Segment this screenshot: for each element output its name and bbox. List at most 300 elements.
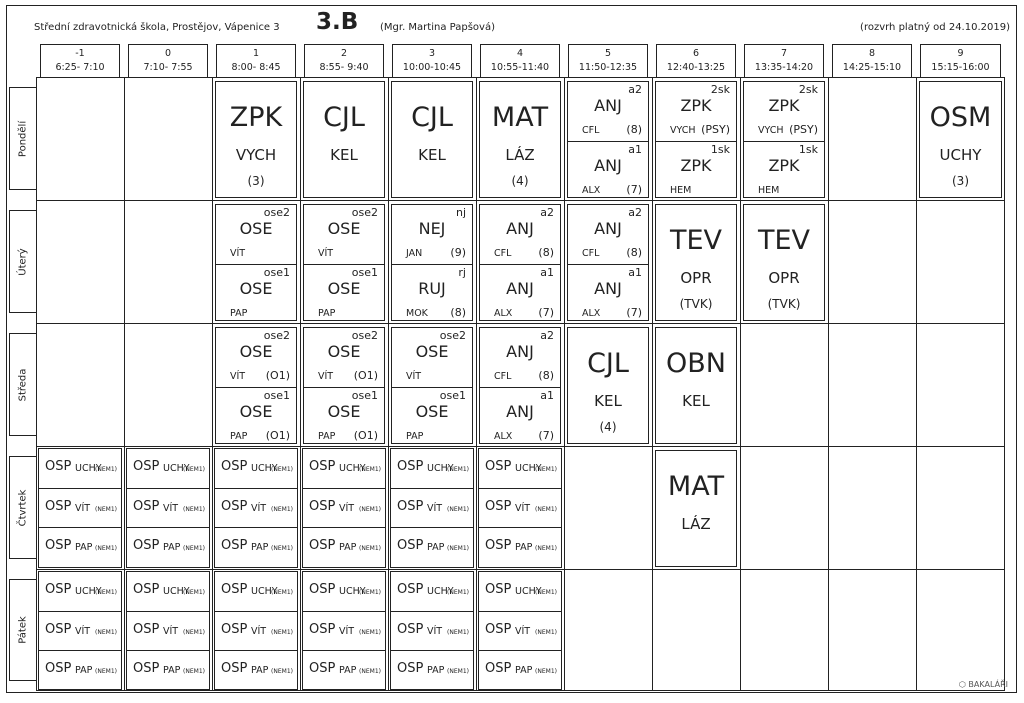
subject-code: OSP	[133, 622, 160, 637]
practice-group-cell[interactable]	[39, 449, 121, 488]
practice-block	[214, 448, 298, 568]
lesson-block-split	[391, 327, 473, 444]
period-number: 0	[164, 48, 172, 59]
subject-code: OSP	[221, 582, 248, 597]
teacher-code: VÍT	[339, 503, 355, 514]
teacher-code: PAP	[318, 308, 336, 319]
group-note: (NEM1)	[447, 506, 469, 513]
teacher-code: PAP	[75, 665, 93, 676]
subject-code: OSP	[397, 622, 424, 637]
group-label: ose2	[351, 329, 378, 342]
subject-code: OSP	[45, 538, 72, 553]
teacher-code: PAP	[163, 665, 181, 676]
subject-code: MAT	[667, 471, 725, 502]
teacher-code: PAP	[230, 308, 248, 319]
practice-group-cell[interactable]	[127, 650, 209, 690]
practice-group-cell[interactable]	[479, 449, 561, 488]
teacher-code: PAP	[163, 542, 181, 553]
lesson-group-cell[interactable]	[568, 205, 648, 264]
room-label: (4)	[511, 174, 529, 188]
lesson-group-cell[interactable]	[656, 141, 736, 201]
group-note: (NEM1)	[359, 506, 381, 513]
day-label	[9, 210, 36, 313]
teacher-code: PAP	[427, 665, 445, 676]
teacher-code: ALX	[582, 308, 601, 319]
period-number: 3	[428, 48, 436, 59]
group-note: (NEM1)	[535, 668, 557, 675]
teacher-code: OPR	[768, 269, 800, 287]
group-note: (NEM1)	[447, 589, 469, 596]
teacher-code: CFL	[494, 248, 512, 259]
practice-group-cell[interactable]	[127, 527, 209, 567]
teacher-code: PAP	[427, 542, 445, 553]
practice-block	[302, 571, 386, 690]
teacher-code: UCHY	[939, 146, 982, 164]
practice-group-cell[interactable]	[391, 611, 473, 651]
teacher-code: UCHY	[163, 463, 190, 474]
subject-code: OSE	[327, 402, 361, 421]
column-divider	[740, 77, 741, 691]
period-number: 9	[957, 48, 964, 59]
lesson-group-cell[interactable]	[304, 387, 384, 447]
subject-code: ANJ	[594, 219, 622, 238]
room-label: (7)	[538, 306, 554, 319]
column-divider	[388, 77, 389, 691]
teacher-code: VÍT	[251, 503, 267, 514]
period-header	[568, 44, 648, 77]
period-header	[480, 44, 560, 77]
period-header	[40, 44, 120, 77]
brand-label: BAKALÁŘI	[968, 680, 1008, 689]
column-divider	[212, 77, 213, 691]
teacher-code: CFL	[582, 125, 600, 136]
practice-group-cell[interactable]	[215, 527, 297, 567]
subject-code: OSP	[45, 582, 72, 597]
room-label: (TVK)	[679, 297, 713, 311]
lesson-group-cell[interactable]	[304, 205, 384, 264]
practice-group-cell[interactable]	[479, 527, 561, 567]
subject-code: OSP	[485, 499, 512, 514]
teacher-code: HEM	[758, 185, 780, 196]
teacher-code: VYCH	[670, 125, 696, 136]
period-header	[832, 44, 912, 77]
day-label	[9, 456, 36, 559]
subject-code: ZPK	[680, 96, 712, 115]
group-note: (NEM1)	[271, 545, 293, 552]
subject-code: CJL	[323, 102, 365, 133]
lesson-group-cell[interactable]	[480, 205, 560, 264]
period-number: -1	[75, 48, 85, 59]
subject-code: OSP	[45, 499, 72, 514]
practice-group-cell[interactable]	[303, 650, 385, 690]
subject-code: OSP	[485, 582, 512, 597]
practice-block	[390, 448, 474, 568]
practice-block	[38, 571, 122, 690]
group-label: a1	[540, 266, 554, 279]
period-time: 6:25- 7:10	[55, 62, 105, 73]
lesson-block[interactable]	[303, 81, 385, 198]
period-time: 7:10- 7:55	[143, 62, 193, 73]
teacher-code: PAP	[251, 542, 269, 553]
teacher-code: KEL	[594, 392, 622, 410]
room-label: (O1)	[353, 369, 378, 382]
period-time: 11:50-12:35	[578, 62, 638, 73]
group-note: (NEM1)	[183, 506, 205, 513]
group-label: ose1	[351, 266, 378, 279]
subject-code: OSP	[485, 622, 512, 637]
lesson-group-cell[interactable]	[568, 141, 648, 201]
teacher-code: VÍT	[318, 371, 334, 382]
subject-code: OSE	[239, 279, 273, 298]
room-label: (8)	[538, 369, 554, 382]
group-note: (NEM1)	[535, 506, 557, 513]
group-label: a1	[540, 389, 554, 402]
teacher-code: UCHY	[339, 586, 366, 597]
lesson-group-cell[interactable]	[656, 82, 736, 141]
lesson-block[interactable]	[655, 450, 737, 567]
subject-code: OSP	[221, 661, 248, 676]
lesson-group-cell[interactable]	[480, 264, 560, 324]
group-label: 1sk	[798, 143, 818, 156]
subject-code: OSP	[133, 661, 160, 676]
lesson-block-split	[303, 204, 385, 321]
lesson-group-cell[interactable]	[480, 387, 560, 447]
lesson-group-cell[interactable]	[216, 264, 296, 324]
teacher-code: CFL	[582, 248, 600, 259]
teacher-code: UCHY	[339, 463, 366, 474]
subject-code: OSP	[309, 582, 336, 597]
teacher-code: VÍT	[230, 248, 246, 259]
group-label: ose1	[263, 266, 290, 279]
period-number: 2	[340, 48, 348, 59]
group-label: a1	[628, 143, 642, 156]
subject-code: TEV	[757, 225, 811, 256]
practice-group-cell[interactable]	[127, 611, 209, 651]
practice-group-cell[interactable]	[479, 650, 561, 690]
subject-code: ANJ	[506, 402, 534, 421]
practice-group-cell[interactable]	[39, 488, 121, 528]
teacher-code: VÍT	[163, 503, 179, 514]
practice-group-cell[interactable]	[39, 572, 121, 611]
practice-group-cell[interactable]	[479, 572, 561, 611]
practice-group-cell[interactable]	[39, 527, 121, 567]
teacher-code: LÁZ	[505, 146, 535, 164]
subject-code: ZPK	[229, 102, 283, 133]
group-note: (NEM1)	[95, 668, 117, 675]
subject-code: OSP	[485, 661, 512, 676]
bakalari-icon: ⬡	[958, 680, 969, 689]
teacher-code: PAP	[251, 665, 269, 676]
period-number: 8	[868, 48, 876, 59]
group-note: (NEM1)	[535, 466, 557, 473]
lesson-group-cell[interactable]	[392, 387, 472, 447]
teacher-code: VYCH	[235, 146, 277, 164]
lesson-block[interactable]	[655, 204, 737, 321]
room-label: (7)	[626, 306, 642, 319]
group-label: 2sk	[798, 83, 818, 96]
group-note: (NEM1)	[271, 506, 293, 513]
lesson-block-split	[303, 327, 385, 444]
subject-code: OSP	[133, 582, 160, 597]
group-label: ose1	[351, 389, 378, 402]
teacher-code: KEL	[682, 392, 710, 410]
group-note: (NEM1)	[359, 466, 381, 473]
lesson-group-cell[interactable]	[304, 328, 384, 387]
subject-code: CJL	[587, 348, 629, 379]
column-divider	[652, 77, 653, 691]
practice-group-cell[interactable]	[303, 488, 385, 528]
practice-group-cell[interactable]	[391, 527, 473, 567]
teacher-code: UCHY	[515, 463, 542, 474]
subject-code: OSM	[929, 102, 992, 133]
group-label: ose2	[263, 329, 290, 342]
subject-code: OSE	[239, 342, 273, 361]
group-note: (NEM1)	[535, 545, 557, 552]
room-label: (3)	[952, 174, 969, 188]
subject-code: OSP	[133, 538, 160, 553]
subject-code: OSP	[397, 661, 424, 676]
period-number: 7	[780, 48, 788, 59]
lesson-block[interactable]	[919, 81, 1002, 198]
group-note: (NEM1)	[271, 629, 293, 636]
teacher-code: ALX	[582, 185, 601, 196]
group-note: (NEM1)	[271, 466, 293, 473]
subject-code: OSP	[221, 499, 248, 514]
teacher-code: UCHY	[251, 463, 278, 474]
subject-code: OSP	[45, 661, 72, 676]
room-label: (8)	[450, 306, 466, 319]
group-note: (NEM1)	[95, 589, 117, 596]
subject-code: OSP	[397, 499, 424, 514]
practice-group-cell[interactable]	[391, 650, 473, 690]
practice-group-cell[interactable]	[215, 611, 297, 651]
subject-code: OSP	[221, 538, 248, 553]
lesson-group-cell[interactable]	[392, 205, 472, 264]
lesson-group-cell[interactable]	[216, 328, 296, 387]
teacher-code: PAP	[75, 542, 93, 553]
column-divider	[916, 77, 917, 691]
class-title: 3.B	[316, 9, 359, 35]
group-note: (NEM1)	[447, 466, 469, 473]
room-label: (PSY)	[701, 123, 730, 136]
teacher-code: CFL	[494, 371, 512, 382]
period-header	[392, 44, 472, 77]
group-note: (NEM1)	[535, 589, 557, 596]
subject-code: OSP	[397, 582, 424, 597]
period-time: 8:55- 9:40	[319, 62, 369, 73]
group-note: (NEM1)	[95, 506, 117, 513]
group-note: (NEM1)	[95, 545, 117, 552]
lesson-block[interactable]	[655, 327, 737, 444]
subject-code: OSE	[327, 279, 361, 298]
period-header	[216, 44, 296, 77]
practice-group-cell[interactable]	[303, 449, 385, 488]
lesson-block[interactable]	[215, 81, 297, 198]
group-note: (NEM1)	[359, 589, 381, 596]
bakalari-logo	[959, 680, 1008, 689]
room-label: (TVK)	[767, 297, 801, 311]
group-note: (NEM1)	[183, 668, 205, 675]
teacher-code: UCHY	[427, 463, 454, 474]
teacher-code: KEL	[330, 146, 358, 164]
teacher-code: UCHY	[75, 463, 102, 474]
teacher-code: UCHY	[163, 586, 190, 597]
group-label: ose2	[439, 329, 466, 342]
lesson-block-split	[479, 327, 561, 444]
period-time: 8:00- 8:45	[231, 62, 281, 73]
subject-code: OSP	[309, 499, 336, 514]
subject-code: ZPK	[680, 156, 712, 175]
subject-code: ANJ	[594, 156, 622, 175]
teacher-code: VÍT	[427, 503, 443, 514]
lesson-block[interactable]	[567, 327, 649, 444]
group-label: rj	[458, 266, 466, 279]
practice-group-cell[interactable]	[479, 611, 561, 651]
period-header	[744, 44, 824, 77]
room-label: (4)	[599, 420, 617, 434]
group-label: 1sk	[710, 143, 730, 156]
teacher-code: UCHY	[75, 586, 102, 597]
practice-block	[38, 448, 122, 568]
subject-code: OSP	[397, 459, 424, 474]
group-label: ose2	[351, 206, 378, 219]
subject-code: OBN	[666, 348, 726, 379]
group-note: (NEM1)	[447, 629, 469, 636]
group-label: a2	[628, 83, 642, 96]
practice-group-cell[interactable]	[215, 650, 297, 690]
day-name: Středa	[17, 368, 29, 401]
practice-group-cell[interactable]	[303, 611, 385, 651]
day-name: Čtvrtek	[17, 489, 29, 526]
teacher-code: VÍT	[427, 626, 443, 637]
period-header	[920, 44, 1001, 77]
practice-group-cell[interactable]	[303, 527, 385, 567]
lesson-group-cell[interactable]	[480, 328, 560, 387]
subject-code: ANJ	[594, 96, 622, 115]
practice-group-cell[interactable]	[39, 650, 121, 690]
lesson-group-cell[interactable]	[392, 328, 472, 387]
subject-code: OSP	[133, 459, 160, 474]
practice-group-cell[interactable]	[215, 449, 297, 488]
subject-code: CJL	[411, 102, 453, 133]
period-time: 14:25-15:10	[842, 62, 902, 73]
subject-code: ANJ	[506, 219, 534, 238]
subject-code: OSE	[327, 342, 361, 361]
group-label: 2sk	[710, 83, 730, 96]
lesson-block-split	[655, 81, 737, 198]
column-divider	[564, 77, 565, 691]
teacher-code: UCHY	[251, 586, 278, 597]
practice-group-cell[interactable]	[127, 449, 209, 488]
practice-group-cell[interactable]	[391, 488, 473, 528]
teacher-code: MOK	[406, 308, 428, 319]
practice-block	[126, 448, 210, 568]
teacher-code: VÍT	[406, 371, 422, 382]
practice-group-cell[interactable]	[303, 572, 385, 611]
practice-block	[214, 571, 298, 690]
teacher-code: HEM	[670, 185, 692, 196]
subject-code: OSP	[309, 459, 336, 474]
room-label: (7)	[626, 183, 642, 196]
lesson-group-cell[interactable]	[744, 82, 824, 141]
row-divider	[36, 569, 1005, 570]
practice-group-cell[interactable]	[215, 572, 297, 611]
period-time: 10:55-11:40	[490, 62, 550, 73]
practice-group-cell[interactable]	[127, 488, 209, 528]
group-label: ose1	[439, 389, 466, 402]
column-divider	[300, 77, 301, 691]
practice-group-cell[interactable]	[127, 572, 209, 611]
lesson-block-split	[743, 81, 825, 198]
day-label	[9, 579, 36, 681]
day-name: Úterý	[17, 247, 29, 276]
teacher-code: UCHY	[515, 586, 542, 597]
column-divider	[828, 77, 829, 691]
period-time: 12:40-13:25	[666, 62, 726, 73]
subject-code: OSP	[485, 459, 512, 474]
lesson-group-cell[interactable]	[304, 264, 384, 324]
room-label: (7)	[538, 429, 554, 442]
lesson-group-cell[interactable]	[744, 141, 824, 201]
group-label: ose1	[263, 389, 290, 402]
practice-block	[302, 448, 386, 568]
subject-code: ZPK	[768, 156, 800, 175]
teacher-code: PAP	[339, 665, 357, 676]
lesson-block[interactable]	[391, 81, 473, 198]
day-name: Pondělí	[17, 120, 29, 157]
lesson-group-cell[interactable]	[568, 82, 648, 141]
period-header	[656, 44, 736, 77]
subject-code: OSE	[327, 219, 361, 238]
subject-code: TEV	[669, 225, 723, 256]
practice-group-cell[interactable]	[391, 572, 473, 611]
subject-code: OSP	[397, 538, 424, 553]
lesson-block[interactable]	[479, 81, 561, 198]
lesson-group-cell[interactable]	[216, 205, 296, 264]
lesson-block-split	[215, 204, 297, 321]
practice-group-cell[interactable]	[479, 488, 561, 528]
room-label: (3)	[247, 174, 265, 188]
lesson-group-cell[interactable]	[392, 264, 472, 324]
subject-code: OSP	[133, 499, 160, 514]
period-number: 5	[604, 48, 612, 59]
teacher-code: VÍT	[339, 626, 355, 637]
practice-group-cell[interactable]	[39, 611, 121, 651]
lesson-group-cell[interactable]	[568, 264, 648, 324]
practice-block	[126, 571, 210, 690]
teacher-code: VÍT	[251, 626, 267, 637]
lesson-block-split	[479, 204, 561, 321]
group-note: (NEM1)	[359, 668, 381, 675]
room-label: (8)	[626, 123, 642, 136]
lesson-block[interactable]	[743, 204, 825, 321]
room-label: (O1)	[353, 429, 378, 442]
lesson-group-cell[interactable]	[216, 387, 296, 447]
period-number: 1	[252, 48, 260, 59]
teacher-code: ALX	[494, 431, 513, 442]
practice-group-cell[interactable]	[215, 488, 297, 528]
teacher-code: KEL	[418, 146, 446, 164]
group-note: (NEM1)	[95, 629, 117, 636]
teacher-code: PAP	[406, 431, 424, 442]
practice-group-cell[interactable]	[391, 449, 473, 488]
day-name: Pátek	[17, 616, 29, 644]
group-label: ose2	[263, 206, 290, 219]
room-label: (8)	[626, 246, 642, 259]
teacher-code: ALX	[494, 308, 513, 319]
row-divider	[36, 200, 1005, 201]
lesson-block-split	[567, 204, 649, 321]
